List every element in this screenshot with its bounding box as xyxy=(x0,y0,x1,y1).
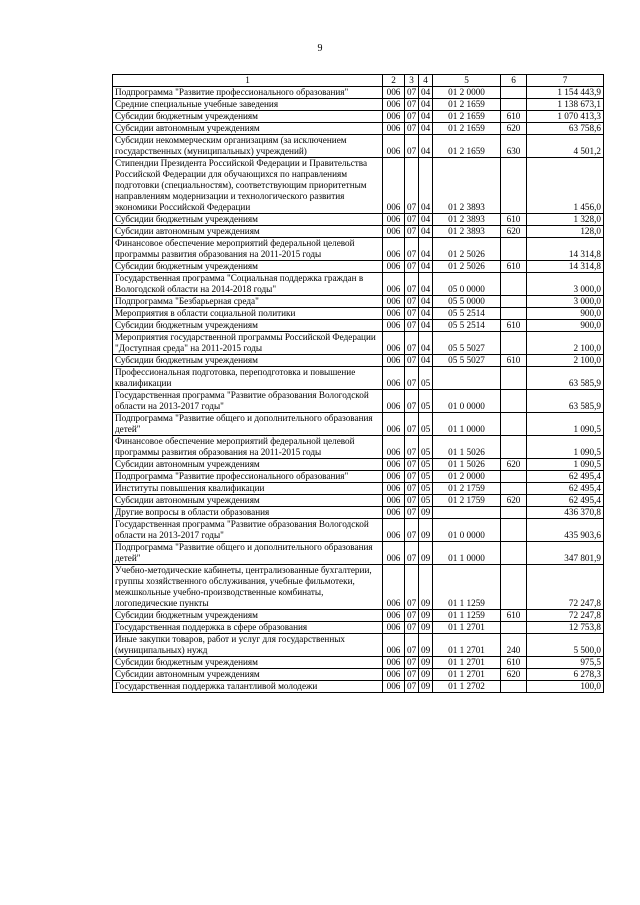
ministry-code-cell: 006 xyxy=(383,367,405,390)
amount-cell: 900,0 xyxy=(527,320,604,332)
table-row xyxy=(113,296,604,308)
amount-cell: 1 090,5 xyxy=(527,459,604,471)
ministry-code-cell: 006 xyxy=(383,261,405,273)
subsection-code-cell: 04 xyxy=(419,355,433,367)
section-code-cell: 07 xyxy=(405,238,419,261)
table-row xyxy=(113,436,604,459)
expense-type-cell xyxy=(501,413,527,436)
section-code-cell: 07 xyxy=(405,123,419,135)
section-code-cell: 07 xyxy=(405,273,419,296)
ministry-code-cell: 006 xyxy=(383,158,405,214)
column-header-ministry: 2 xyxy=(383,75,405,87)
expense-type-cell: 610 xyxy=(501,320,527,332)
target-article-cell: 01 2 1659 xyxy=(433,111,501,123)
subsection-code-cell: 09 xyxy=(419,542,433,565)
table-row xyxy=(113,158,604,214)
target-article-cell: 01 1 0000 xyxy=(433,413,501,436)
target-article-cell: 05 5 2514 xyxy=(433,308,501,320)
ministry-code-cell: 006 xyxy=(383,123,405,135)
subsection-code-cell: 04 xyxy=(419,111,433,123)
ministry-code-cell: 006 xyxy=(383,308,405,320)
amount-cell: 436 370,8 xyxy=(527,507,604,519)
section-code-cell: 07 xyxy=(405,634,419,657)
row-name-cell: Подпрограмма "Развитие профессионального образования" xyxy=(113,87,383,99)
subsection-code-cell: 05 xyxy=(419,390,433,413)
amount-cell: 3 000,0 xyxy=(527,296,604,308)
table-row xyxy=(113,308,604,320)
table-row xyxy=(113,542,604,565)
target-article-cell: 01 1 2701 xyxy=(433,622,501,634)
section-code-cell: 07 xyxy=(405,507,419,519)
table-row xyxy=(113,238,604,261)
table-row xyxy=(113,226,604,238)
ministry-code-cell: 006 xyxy=(383,135,405,158)
subsection-code-cell: 04 xyxy=(419,99,433,111)
expense-type-cell: 620 xyxy=(501,226,527,238)
section-code-cell: 07 xyxy=(405,158,419,214)
row-name-cell: Субсидии бюджетным учреждениям xyxy=(113,214,383,226)
table-row xyxy=(113,332,604,355)
expense-type-cell: 630 xyxy=(501,135,527,158)
row-name-cell: Подпрограмма "Развитие общего и дополнительного образования детей" xyxy=(113,413,383,436)
row-name-cell: Субсидии бюджетным учреждениям xyxy=(113,320,383,332)
ministry-code-cell: 006 xyxy=(383,471,405,483)
section-code-cell: 07 xyxy=(405,542,419,565)
ministry-code-cell: 006 xyxy=(383,669,405,681)
subsection-code-cell: 09 xyxy=(419,634,433,657)
subsection-code-cell: 04 xyxy=(419,238,433,261)
amount-cell: 63 585,9 xyxy=(527,367,604,390)
column-header-name: 1 xyxy=(113,75,383,87)
table-row xyxy=(113,471,604,483)
amount-cell: 62 495,4 xyxy=(527,471,604,483)
ministry-code-cell: 006 xyxy=(383,542,405,565)
amount-cell: 435 903,6 xyxy=(527,519,604,542)
target-article-cell: 01 2 3893 xyxy=(433,226,501,238)
target-article-cell: 01 0 0000 xyxy=(433,390,501,413)
table-row xyxy=(113,273,604,296)
expense-type-cell xyxy=(501,332,527,355)
column-header-subsection: 4 xyxy=(419,75,433,87)
table-row xyxy=(113,390,604,413)
subsection-code-cell: 04 xyxy=(419,308,433,320)
section-code-cell: 07 xyxy=(405,111,419,123)
table-row xyxy=(113,413,604,436)
row-name-cell: Другие вопросы в области образования xyxy=(113,507,383,519)
amount-cell: 100,0 xyxy=(527,681,604,693)
amount-cell: 1 154 443,9 xyxy=(527,87,604,99)
amount-cell: 4 501,2 xyxy=(527,135,604,158)
target-article-cell xyxy=(433,367,501,390)
expense-type-cell xyxy=(501,542,527,565)
expense-type-cell xyxy=(501,367,527,390)
expense-type-cell xyxy=(501,436,527,459)
subsection-code-cell: 04 xyxy=(419,273,433,296)
ministry-code-cell: 006 xyxy=(383,565,405,610)
amount-cell: 63 585,9 xyxy=(527,390,604,413)
subsection-code-cell: 05 xyxy=(419,495,433,507)
subsection-code-cell: 04 xyxy=(419,214,433,226)
expense-type-cell xyxy=(501,471,527,483)
subsection-code-cell: 05 xyxy=(419,483,433,495)
amount-cell: 975,5 xyxy=(527,657,604,669)
row-name-cell: Субсидии бюджетным учреждениям xyxy=(113,657,383,669)
row-name-cell: Средние специальные учебные заведения xyxy=(113,99,383,111)
subsection-code-cell: 05 xyxy=(419,436,433,459)
amount-cell: 1 090,5 xyxy=(527,436,604,459)
section-code-cell: 07 xyxy=(405,610,419,622)
target-article-cell: 01 2 1659 xyxy=(433,99,501,111)
amount-cell: 1 138 673,1 xyxy=(527,99,604,111)
expense-type-cell xyxy=(501,507,527,519)
table-row xyxy=(113,681,604,693)
target-article-cell: 01 2 1759 xyxy=(433,495,501,507)
row-name-cell: Институты повышения квалификации xyxy=(113,483,383,495)
amount-cell: 1 456,0 xyxy=(527,158,604,214)
row-name-cell: Государственная программа "Социальная поддержка граждан в Вологодской области на 2014-2018 годы" xyxy=(113,273,383,296)
section-code-cell: 07 xyxy=(405,565,419,610)
target-article-cell: 05 0 0000 xyxy=(433,273,501,296)
subsection-code-cell: 05 xyxy=(419,471,433,483)
ministry-code-cell: 006 xyxy=(383,483,405,495)
subsection-code-cell: 09 xyxy=(419,657,433,669)
amount-cell: 2 100,0 xyxy=(527,355,604,367)
ministry-code-cell: 006 xyxy=(383,99,405,111)
section-code-cell: 07 xyxy=(405,214,419,226)
ministry-code-cell: 006 xyxy=(383,226,405,238)
table-row xyxy=(113,367,604,390)
row-name-cell: Субсидии некоммерческим организациям (за исключением государственных (муниципальных) учреждений) xyxy=(113,135,383,158)
table-row xyxy=(113,459,604,471)
subsection-code-cell: 04 xyxy=(419,332,433,355)
amount-cell: 1 070 413,3 xyxy=(527,111,604,123)
expense-type-cell xyxy=(501,99,527,111)
section-code-cell: 07 xyxy=(405,390,419,413)
row-name-cell: Государственная программа "Развитие образования Вологодской области на 2013-2017 годы" xyxy=(113,519,383,542)
column-header-section: 3 xyxy=(405,75,419,87)
target-article-cell: 01 1 2701 xyxy=(433,669,501,681)
target-article-cell: 05 5 5027 xyxy=(433,332,501,355)
expense-type-cell: 620 xyxy=(501,669,527,681)
target-article-cell: 01 1 1259 xyxy=(433,610,501,622)
target-article-cell xyxy=(433,507,501,519)
target-article-cell: 05 5 0000 xyxy=(433,296,501,308)
section-code-cell: 07 xyxy=(405,320,419,332)
ministry-code-cell: 006 xyxy=(383,459,405,471)
section-code-cell: 07 xyxy=(405,413,419,436)
table-row xyxy=(113,507,604,519)
ministry-code-cell: 006 xyxy=(383,507,405,519)
table-row xyxy=(113,320,604,332)
section-code-cell: 07 xyxy=(405,495,419,507)
subsection-code-cell: 05 xyxy=(419,413,433,436)
subsection-code-cell: 04 xyxy=(419,87,433,99)
section-code-cell: 07 xyxy=(405,332,419,355)
expense-type-cell xyxy=(501,238,527,261)
section-code-cell: 07 xyxy=(405,436,419,459)
table-body xyxy=(113,87,604,693)
budget-table xyxy=(112,74,604,693)
ministry-code-cell: 006 xyxy=(383,495,405,507)
section-code-cell: 07 xyxy=(405,471,419,483)
subsection-code-cell: 05 xyxy=(419,459,433,471)
amount-cell: 62 495,4 xyxy=(527,483,604,495)
expense-type-cell xyxy=(501,519,527,542)
row-name-cell: Субсидии бюджетным учреждениям xyxy=(113,261,383,273)
subsection-code-cell: 09 xyxy=(419,519,433,542)
expense-type-cell: 610 xyxy=(501,610,527,622)
ministry-code-cell: 006 xyxy=(383,214,405,226)
amount-cell: 72 247,8 xyxy=(527,565,604,610)
amount-cell: 3 000,0 xyxy=(527,273,604,296)
amount-cell: 14 314,8 xyxy=(527,238,604,261)
subsection-code-cell: 05 xyxy=(419,367,433,390)
amount-cell: 1 090,5 xyxy=(527,413,604,436)
subsection-code-cell: 04 xyxy=(419,158,433,214)
row-name-cell: Мероприятия в области социальной политики xyxy=(113,308,383,320)
ministry-code-cell: 006 xyxy=(383,320,405,332)
amount-cell: 12 753,8 xyxy=(527,622,604,634)
row-name-cell: Субсидии бюджетным учреждениям xyxy=(113,111,383,123)
row-name-cell: Учебно-методические кабинеты, централизованные бухгалтерии, группы хозяйственного обслуживания, учебные фильмотеки, межшкольные учебно-производственные комбинаты, логопедические пункты xyxy=(113,565,383,610)
target-article-cell: 01 2 0000 xyxy=(433,471,501,483)
row-name-cell: Субсидии автономным учреждениям xyxy=(113,669,383,681)
amount-cell: 900,0 xyxy=(527,308,604,320)
target-article-cell: 01 2 3893 xyxy=(433,214,501,226)
row-name-cell: Подпрограмма "Безбарьерная среда" xyxy=(113,296,383,308)
row-name-cell: Субсидии автономным учреждениям xyxy=(113,495,383,507)
table-row xyxy=(113,483,604,495)
table-row xyxy=(113,123,604,135)
target-article-cell: 05 5 2514 xyxy=(433,320,501,332)
target-article-cell: 05 5 5027 xyxy=(433,355,501,367)
subsection-code-cell: 09 xyxy=(419,610,433,622)
expense-type-cell: 610 xyxy=(501,657,527,669)
ministry-code-cell: 006 xyxy=(383,519,405,542)
target-article-cell: 01 1 2701 xyxy=(433,634,501,657)
row-name-cell: Субсидии бюджетным учреждениям xyxy=(113,355,383,367)
table-header-row xyxy=(113,75,604,87)
column-header-expense-type: 6 xyxy=(501,75,527,87)
ministry-code-cell: 006 xyxy=(383,111,405,123)
section-code-cell: 07 xyxy=(405,367,419,390)
section-code-cell: 07 xyxy=(405,519,419,542)
row-name-cell: Финансовое обеспечение мероприятий федеральной целевой программы развития образования на 2011-2015 годы xyxy=(113,238,383,261)
ministry-code-cell: 006 xyxy=(383,273,405,296)
section-code-cell: 07 xyxy=(405,308,419,320)
table-row xyxy=(113,261,604,273)
table-row xyxy=(113,87,604,99)
row-name-cell: Мероприятия государственной программы Российской Федерации "Доступная среда" на 2011-2015 годы xyxy=(113,332,383,355)
ministry-code-cell: 006 xyxy=(383,436,405,459)
ministry-code-cell: 006 xyxy=(383,413,405,436)
expense-type-cell xyxy=(501,483,527,495)
row-name-cell: Подпрограмма "Развитие профессионального образования" xyxy=(113,471,383,483)
section-code-cell: 07 xyxy=(405,99,419,111)
amount-cell: 72 247,8 xyxy=(527,610,604,622)
subsection-code-cell: 09 xyxy=(419,507,433,519)
row-name-cell: Субсидии автономным учреждениям xyxy=(113,226,383,238)
column-header-amount: 7 xyxy=(527,75,604,87)
subsection-code-cell: 09 xyxy=(419,622,433,634)
table-row xyxy=(113,634,604,657)
ministry-code-cell: 006 xyxy=(383,634,405,657)
target-article-cell: 01 0 0000 xyxy=(433,519,501,542)
expense-type-cell: 610 xyxy=(501,355,527,367)
section-code-cell: 07 xyxy=(405,135,419,158)
amount-cell: 5 500,0 xyxy=(527,634,604,657)
target-article-cell: 01 2 1759 xyxy=(433,483,501,495)
target-article-cell: 01 2 3893 xyxy=(433,158,501,214)
section-code-cell: 07 xyxy=(405,483,419,495)
expense-type-cell: 610 xyxy=(501,261,527,273)
table-row xyxy=(113,565,604,610)
section-code-cell: 07 xyxy=(405,622,419,634)
expense-type-cell: 610 xyxy=(501,111,527,123)
subsection-code-cell: 04 xyxy=(419,123,433,135)
expense-type-cell xyxy=(501,622,527,634)
page-number: 9 xyxy=(317,43,323,54)
table-row xyxy=(113,610,604,622)
ministry-code-cell: 006 xyxy=(383,238,405,261)
expense-type-cell: 620 xyxy=(501,123,527,135)
section-code-cell: 07 xyxy=(405,296,419,308)
amount-cell: 6 278,3 xyxy=(527,669,604,681)
ministry-code-cell: 006 xyxy=(383,622,405,634)
subsection-code-cell: 04 xyxy=(419,135,433,158)
ministry-code-cell: 006 xyxy=(383,390,405,413)
row-name-cell: Профессиональная подготовка, переподготовка и повышение квалификации xyxy=(113,367,383,390)
table-row xyxy=(113,622,604,634)
subsection-code-cell: 04 xyxy=(419,296,433,308)
subsection-code-cell: 04 xyxy=(419,320,433,332)
subsection-code-cell: 04 xyxy=(419,226,433,238)
subsection-code-cell: 04 xyxy=(419,261,433,273)
ministry-code-cell: 006 xyxy=(383,296,405,308)
expense-type-cell xyxy=(501,681,527,693)
target-article-cell: 01 1 1259 xyxy=(433,565,501,610)
table-row xyxy=(113,135,604,158)
expense-type-cell xyxy=(501,158,527,214)
expense-type-cell xyxy=(501,296,527,308)
target-article-cell: 01 2 1659 xyxy=(433,123,501,135)
amount-cell: 63 758,6 xyxy=(527,123,604,135)
section-code-cell: 07 xyxy=(405,669,419,681)
subsection-code-cell: 09 xyxy=(419,681,433,693)
target-article-cell: 01 1 5026 xyxy=(433,459,501,471)
row-name-cell: Субсидии бюджетным учреждениям xyxy=(113,610,383,622)
subsection-code-cell: 09 xyxy=(419,669,433,681)
section-code-cell: 07 xyxy=(405,657,419,669)
section-code-cell: 07 xyxy=(405,87,419,99)
section-code-cell: 07 xyxy=(405,355,419,367)
amount-cell: 1 328,0 xyxy=(527,214,604,226)
expense-type-cell xyxy=(501,390,527,413)
section-code-cell: 07 xyxy=(405,681,419,693)
table-row xyxy=(113,355,604,367)
table-row xyxy=(113,111,604,123)
target-article-cell: 01 2 0000 xyxy=(433,87,501,99)
expense-type-cell xyxy=(501,273,527,296)
table-row xyxy=(113,99,604,111)
expense-type-cell: 240 xyxy=(501,634,527,657)
expense-type-cell: 620 xyxy=(501,495,527,507)
target-article-cell: 01 2 5026 xyxy=(433,238,501,261)
amount-cell: 347 801,9 xyxy=(527,542,604,565)
row-name-cell: Государственная программа "Развитие образования Вологодской области на 2013-2017 годы" xyxy=(113,390,383,413)
expense-type-cell: 620 xyxy=(501,459,527,471)
section-code-cell: 07 xyxy=(405,459,419,471)
ministry-code-cell: 006 xyxy=(383,657,405,669)
ministry-code-cell: 006 xyxy=(383,87,405,99)
row-name-cell: Государственная поддержка в сфере образования xyxy=(113,622,383,634)
target-article-cell: 01 1 5026 xyxy=(433,436,501,459)
table-row xyxy=(113,669,604,681)
expense-type-cell: 610 xyxy=(501,214,527,226)
expense-type-cell xyxy=(501,308,527,320)
ministry-code-cell: 006 xyxy=(383,681,405,693)
amount-cell: 62 495,4 xyxy=(527,495,604,507)
ministry-code-cell: 006 xyxy=(383,355,405,367)
ministry-code-cell: 006 xyxy=(383,332,405,355)
amount-cell: 14 314,8 xyxy=(527,261,604,273)
row-name-cell: Подпрограмма "Развитие общего и дополнительного образования детей" xyxy=(113,542,383,565)
row-name-cell: Субсидии автономным учреждениям xyxy=(113,123,383,135)
table-row xyxy=(113,214,604,226)
subsection-code-cell: 09 xyxy=(419,565,433,610)
expense-type-cell xyxy=(501,87,527,99)
table-row xyxy=(113,495,604,507)
amount-cell: 128,0 xyxy=(527,226,604,238)
row-name-cell: Субсидии автономным учреждениям xyxy=(113,459,383,471)
section-code-cell: 07 xyxy=(405,261,419,273)
amount-cell: 2 100,0 xyxy=(527,332,604,355)
target-article-cell: 01 1 2701 xyxy=(433,657,501,669)
row-name-cell: Стипендии Президента Российской Федерации и Правительства Российской Федерации для обучающихся по направлениям подготовки (специальностям), соответствующим приоритетным направлениям модернизации и технологического развития экономики Российской Федерации xyxy=(113,158,383,214)
ministry-code-cell: 006 xyxy=(383,610,405,622)
row-name-cell: Финансовое обеспечение мероприятий федеральной целевой программы развития образования на 2011-2015 годы xyxy=(113,436,383,459)
column-header-target-article: 5 xyxy=(433,75,501,87)
row-name-cell: Иные закупки товаров, работ и услуг для государственных (муниципальных) нужд xyxy=(113,634,383,657)
row-name-cell: Государственная поддержка талантливой молодежи xyxy=(113,681,383,693)
expense-type-cell xyxy=(501,565,527,610)
target-article-cell: 01 2 1659 xyxy=(433,135,501,158)
target-article-cell: 01 2 5026 xyxy=(433,261,501,273)
table-row xyxy=(113,519,604,542)
table-row xyxy=(113,657,604,669)
section-code-cell: 07 xyxy=(405,226,419,238)
target-article-cell: 01 1 0000 xyxy=(433,542,501,565)
target-article-cell: 01 1 2702 xyxy=(433,681,501,693)
